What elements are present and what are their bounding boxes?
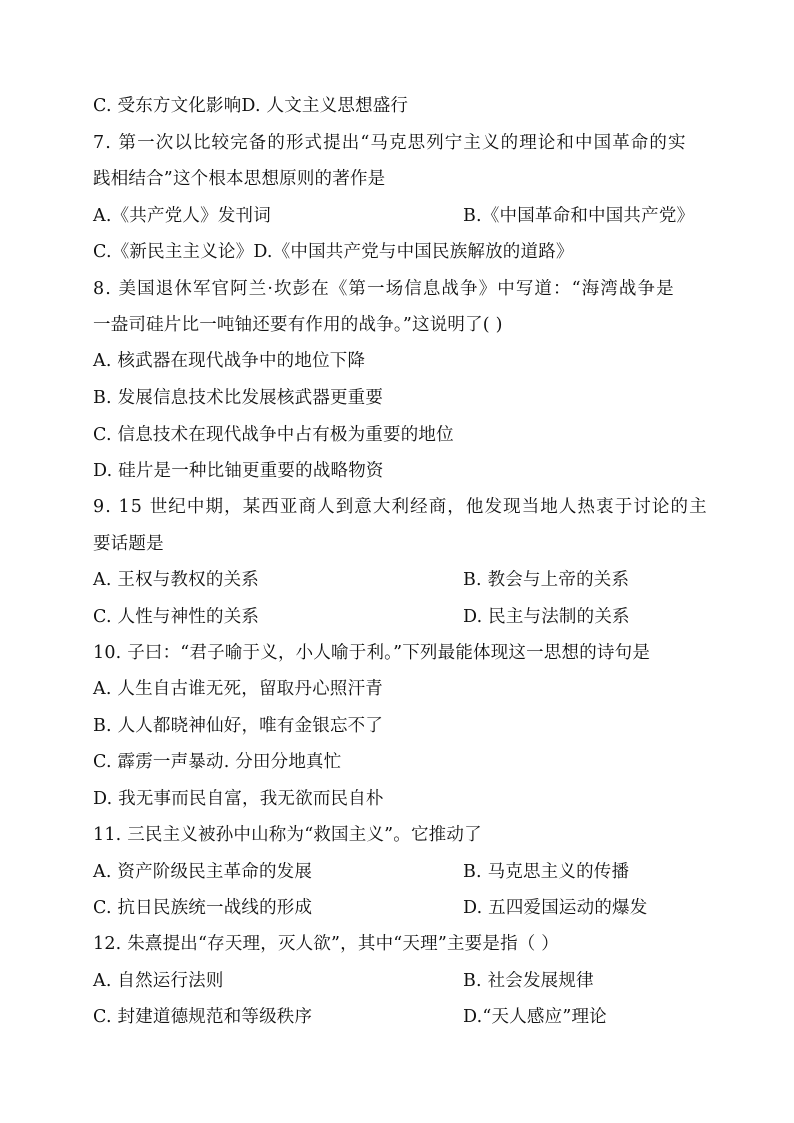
q10-option-c: C. 霹雳一声暴动. 分田分地真忙 (93, 752, 342, 772)
q7-stem-line-1: 7. 第一次以比较完备的形式提出“马克思列宁主义的理论和中国革命的实 (93, 133, 687, 153)
q12-options-cd (93, 1005, 607, 1029)
q11-stem: 11. 三民主义被孙中山称为“救国主义”。它推动了 (93, 825, 482, 845)
q10-option-a: A. 人生自古谁无死，留取丹心照汗青 (93, 679, 383, 699)
q8-stem-line-1: 8. 美国退休军官阿兰·坎彭在《第一场信息战争》中写道：“海湾战争是 (93, 279, 675, 299)
q12-stem: 12. 朱熹提出“存天理，灭人欲”，其中“天理”主要是指（ ） (93, 934, 559, 954)
q9-option-a: A. 王权与教权的关系 (93, 570, 259, 590)
q12-options-ab (93, 969, 594, 993)
q8-option-b: B. 发展信息技术比发展核武器更重要 (93, 388, 384, 408)
q6-options-cd: C. 受东方文化影响D. 人文主义思想盛行 (93, 96, 409, 116)
q11-option-c: C. 抗日民族统一战线的形成 (93, 898, 313, 918)
q7-options-cd: C.《新民主主义论》D.《中国共产党与中国民族解放的道路》 (93, 242, 574, 262)
q8-option-c: C. 信息技术在现代战争中占有极为重要的地位 (93, 425, 454, 445)
q7-options-ab (93, 204, 695, 228)
q10-option-b: B. 人人都晓神仙好，唯有金银忘不了 (93, 716, 384, 736)
q11-option-a: A. 资产阶级民主革命的发展 (93, 862, 313, 882)
q11-option-b: B. 马克思主义的传播 (463, 862, 630, 882)
q12-option-b: B. 社会发展规律 (463, 971, 594, 991)
q11-options-ab (93, 860, 630, 884)
q10-stem: 10. 子曰：“君子喻于义，小人喻于利。”下列最能体现这一思想的诗句是 (93, 643, 651, 663)
q9-option-b: B. 教会与上帝的关系 (463, 570, 630, 590)
q7-option-a: A.《共产党人》发刊词 (93, 206, 271, 226)
q9-option-c: C. 人性与神性的关系 (93, 607, 260, 627)
q9-option-d: D. 民主与法制的关系 (463, 607, 630, 627)
q9-stem-line-2: 要话题是 (93, 534, 164, 554)
q12-option-d: D.“天人感应”理论 (463, 1007, 607, 1027)
q9-options-ab (93, 568, 630, 592)
q12-option-c: C. 封建道德规范和等级秩序 (93, 1007, 313, 1027)
q9-stem-line-1: 9. 15 世纪中期，某西亚商人到意大利经商，他发现当地人热衷于讨论的主 (93, 497, 708, 517)
q11-options-cd (93, 896, 648, 920)
q11-option-d: D. 五四爱国运动的爆发 (463, 898, 648, 918)
q8-stem-line-2: 一盎司硅片比一吨铀还要有作用的战争。”这说明了( ) (93, 315, 503, 335)
q10-option-d: D. 我无事而民自富，我无欲而民自朴 (93, 789, 384, 809)
q7-option-b: B.《中国革命和中国共产党》 (463, 206, 695, 226)
q8-option-a: A. 核武器在现代战争中的地位下降 (93, 351, 366, 371)
q12-option-a: A. 自然运行法则 (93, 971, 224, 991)
q9-options-cd (93, 605, 630, 629)
q8-option-d: D. 硅片是一种比铀更重要的战略物资 (93, 461, 384, 481)
q7-stem-line-2: 践相结合”这个根本思想原则的著作是 (93, 169, 386, 189)
